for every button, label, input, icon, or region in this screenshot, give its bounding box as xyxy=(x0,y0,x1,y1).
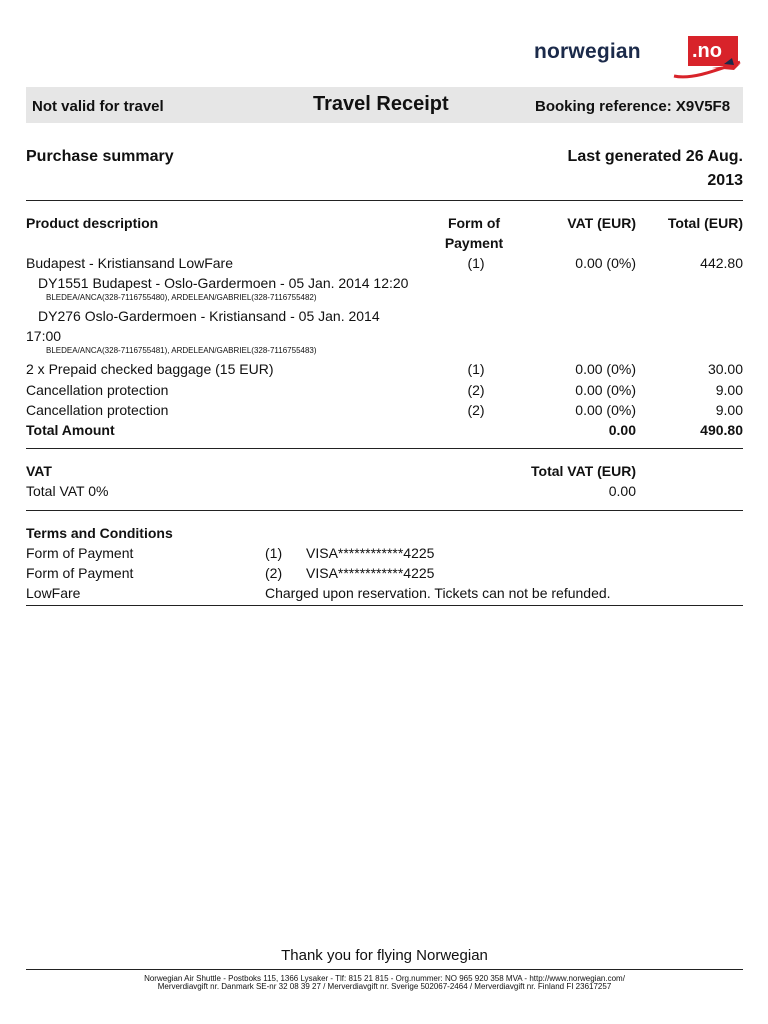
col-vat: VAT (EUR) xyxy=(567,215,636,231)
item-vat: 0.00 (0%) xyxy=(575,361,636,377)
terms-heading: Terms and Conditions xyxy=(26,525,173,541)
fare-vat: 0.00 (0%) xyxy=(575,255,636,271)
item-vat: 0.00 (0%) xyxy=(575,402,636,418)
item-total: 30.00 xyxy=(707,361,743,377)
item-description: Cancellation protection xyxy=(26,382,169,398)
item-payment: (2) xyxy=(467,402,485,418)
total-vat-amount: 0.00 xyxy=(608,422,636,438)
divider xyxy=(26,510,743,511)
norwegian-logo xyxy=(534,36,744,80)
terms-row-ref: (1) xyxy=(265,545,283,561)
last-generated-date: Last generated 26 Aug. xyxy=(567,148,743,165)
vat-heading: VAT xyxy=(26,463,52,479)
col-form-of-payment-2: Payment xyxy=(444,235,504,251)
item-total: 9.00 xyxy=(715,382,743,398)
item-total: 9.00 xyxy=(715,402,743,418)
item-description: 2 x Prepaid checked baggage (15 EUR) xyxy=(26,361,274,377)
divider xyxy=(26,448,743,449)
terms-row-value: VISA************4225 xyxy=(306,545,435,561)
item-payment: (2) xyxy=(467,382,485,398)
total-amount-label: Total Amount xyxy=(26,422,115,438)
last-generated-year: 2013 xyxy=(707,172,743,189)
footer-divider xyxy=(26,969,743,970)
col-product-description: Product description xyxy=(26,215,159,231)
item-description: Cancellation protection xyxy=(26,402,169,418)
terms-row-value: Charged upon reservation. Tickets can not be refunded. xyxy=(265,585,611,601)
item-payment: (1) xyxy=(467,361,485,377)
terms-row-label: LowFare xyxy=(26,585,81,601)
flight-2-time: 17:00 xyxy=(26,328,62,344)
terms-row-value: VISA************4225 xyxy=(306,565,435,581)
terms-row-label: Form of Payment xyxy=(26,565,134,581)
flight-2-description: DY276 Oslo-Gardermoen - Kristiansand - 05 Jan. 2014 xyxy=(38,308,380,324)
page-title: Travel Receipt xyxy=(313,93,449,115)
col-total: Total (EUR) xyxy=(667,215,743,231)
thank-you-message: Thank you for flying Norwegian xyxy=(281,947,488,964)
flight-1-description: DY1551 Budapest - Oslo-Gardermoen - 05 Jan. 2014 12:20 xyxy=(38,275,409,291)
total-amount-value: 490.80 xyxy=(700,422,743,438)
col-form-of-payment-1: Form of xyxy=(447,215,501,231)
airplane-swoosh-icon xyxy=(672,58,744,80)
fare-total: 442.80 xyxy=(700,255,743,271)
logo-domain: .no xyxy=(692,40,722,62)
divider xyxy=(26,605,743,606)
item-vat: 0.00 (0%) xyxy=(575,382,636,398)
logo-wordmark: norwegian xyxy=(534,40,641,63)
vat-row-value: 0.00 xyxy=(608,483,636,499)
fare-payment: (1) xyxy=(467,255,485,271)
fare-description: Budapest - Kristiansand LowFare xyxy=(26,255,233,271)
vat-total-column: Total VAT (EUR) xyxy=(531,463,636,479)
flight-1-passengers: BLEDEA/ANCA(328-7116755480), ARDELEAN/GABRIEL(328-7116755482) xyxy=(46,293,317,302)
booking-reference: Booking reference: X9V5F8 xyxy=(535,98,731,115)
flight-2-passengers: BLEDEA/ANCA(328-7116755481), ARDELEAN/GABRIEL(328-7116755483) xyxy=(46,346,317,355)
terms-row-ref: (2) xyxy=(265,565,283,581)
footer-vat-info: Merverdiavgift nr. Danmark SE-nr 32 08 39 27 / Merverdiavgift nr. Sverige 502067-2464 / Merverdiavgift nr. Finland FI 23617257 xyxy=(157,982,612,991)
vat-row-label: Total VAT 0% xyxy=(26,483,109,499)
footer-company-info: Norwegian Air Shuttle - Postboks 115, 1366 Lysaker - Tlf: 815 21 815 - Org.nummer: NO 965 920 358 MVA - http://www.norwegian.com/ xyxy=(144,974,625,983)
terms-row-label: Form of Payment xyxy=(26,545,134,561)
purchase-summary-heading: Purchase summary xyxy=(26,148,174,165)
not-valid-notice: Not valid for travel xyxy=(32,98,164,115)
divider xyxy=(26,200,743,201)
